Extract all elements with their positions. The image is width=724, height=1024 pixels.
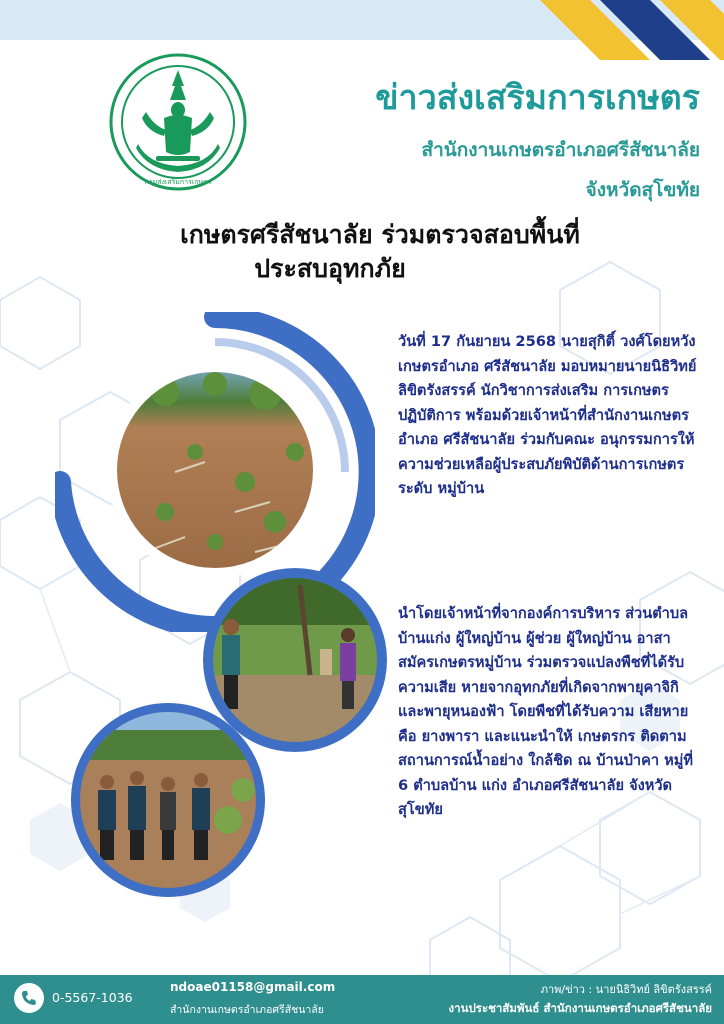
seal-text: กรมส่งเสริมการเกษตร	[144, 178, 212, 186]
article-paragraph-2: นำโดยเจ้าหน้าที่จากองค์การบริหาร ส่วนตำบลบ้านแก่ง ผู้ใหญ่บ้าน ผู้ช่วย ผู้ใหญ่บ้าน อาสาสมัครเกษตรหมู่บ้าน ร่วมตรวจแปลงพืชที่ได้รับความเสีย หายจากอุทกภัยที่เกิดจากพายุคาจิกิ และพายุหนองฟ้า โดยพืชที่ได้รับความ เสียหายคือ ยางพารา และแนะนำให้ เกษตรกร ติดตามสถานการณ์น้ำอย่าง ใกล้ชิด ณ บ้านป่าคา หมู่ที่ 6 ตำบลบ้าน แก่ง อำเภอศรีสัชนาลัย จังหวัดสุโขทัย	[398, 605, 693, 818]
field-photo-group	[68, 700, 268, 900]
footer-bar	[0, 975, 724, 1024]
publication-title: ข่าวส่งเสริมการเกษตร	[375, 78, 700, 118]
phone-icon	[14, 983, 44, 1013]
photo-news-credit: ภาพ/ข่าว : นายนิธิวิทย์ ลิขิตรังสรรค์	[540, 983, 712, 996]
footer-office: สำนักงานเกษตรอำเภอศรีสัชนาลัย	[170, 1004, 324, 1016]
office-name: สำนักงานเกษตรอำเภอศรีสัชนาลัย	[421, 139, 700, 161]
public-relations-unit: งานประชาสัมพันธ์ สำนักงานเกษตรอำเภอศรีสัชนาลัย	[448, 1001, 712, 1015]
headline-line-1: เกษตรศรีสัชนาลัย ร่วมตรวจสอบพื้นที่	[180, 220, 580, 249]
article-paragraph-1: วันที่ 17 กันยายน 2568 นายสุกิติ์ วงศ์โดยหวัง เกษตรอำเภอ ศรีสัชนาลัย มอบหมายนายนิธิวิทย์ ลิขิตรังสรรค์ นักวิชาการส่งเสริม การเกษตรปฏิบัติการ พร้อมด้วยเจ้าหน้าที่สำนักงานเกษตรอำเภอ ศรีสัชนาลัย ร่วมกับคณะ อนุกรรมการให้ความช่วยเหลือผู้ประสบภัยพิบัติด้านการเกษตรระดับ หมู่บ้าน	[398, 333, 697, 497]
province-name: จังหวัดสุโขทัย	[585, 179, 700, 201]
phone-number: 0-5567-1036	[52, 990, 133, 1005]
headline-line-2: ประสบอุทกภัย	[254, 254, 406, 283]
news-headline	[60, 218, 700, 286]
department-seal-icon	[108, 52, 248, 192]
email-address[interactable]: ndoae01158@gmail.com	[170, 980, 336, 994]
